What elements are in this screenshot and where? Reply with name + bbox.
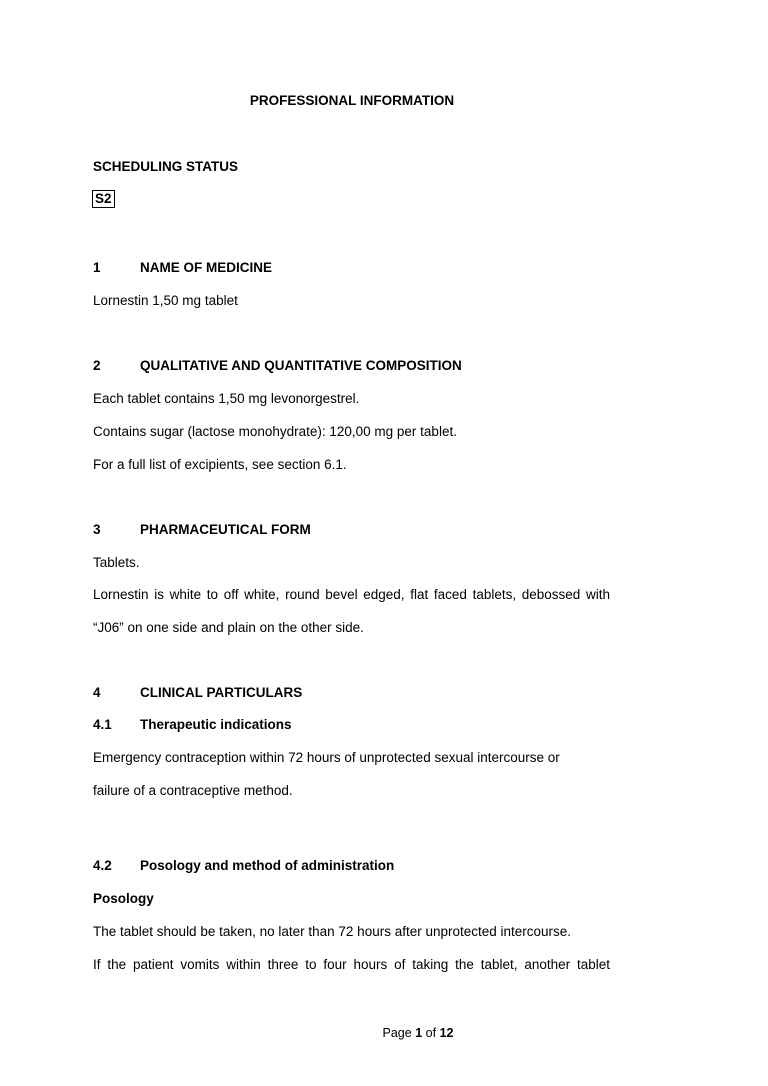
body-line: Each tablet contains 1,50 mg levonorgestrel.	[93, 391, 360, 406]
footer-prefix: Page	[382, 1026, 412, 1040]
body-line: “J06” on one side and plain on the other side.	[93, 620, 364, 635]
footer-page-number: 1	[415, 1026, 423, 1040]
section-heading: PHARMACEUTICAL FORM	[140, 522, 311, 537]
body-line: Lornestin 1,50 mg tablet	[93, 293, 238, 308]
section-heading: NAME OF MEDICINE	[140, 260, 273, 275]
body-line: Emergency contraception within 72 hours of unprotected sexual intercourse or	[93, 750, 560, 765]
body-line: Contains sugar (lactose monohydrate): 120,00 mg per tablet.	[93, 424, 457, 439]
body-line: Lornestin is white to off white, round bevel edged, flat faced tablets, debossed with	[93, 587, 610, 602]
body-line: Tablets.	[93, 555, 140, 570]
posology-subheading: Posology	[93, 891, 154, 906]
page-footer	[0, 1026, 768, 1040]
subsection-number: 4.2	[93, 858, 112, 873]
footer-page-total: 12	[439, 1026, 454, 1040]
subsection-heading: Posology and method of administration	[140, 858, 395, 873]
section-heading: QUALITATIVE AND QUANTITATIVE COMPOSITION	[140, 358, 462, 373]
body-line: For a full list of excipients, see section 6.1.	[93, 457, 347, 472]
section-number: 2	[93, 358, 101, 373]
scheduling-status-heading: SCHEDULING STATUS	[93, 159, 238, 174]
body-line: failure of a contraceptive method.	[93, 783, 293, 798]
section-number: 1	[93, 260, 101, 275]
document-title: PROFESSIONAL INFORMATION	[249, 93, 455, 108]
scheduling-status-badge: S2	[92, 190, 115, 208]
section-number: 4	[93, 685, 101, 700]
body-line: The tablet should be taken, no later than 72 hours after unprotected intercourse.	[93, 924, 572, 939]
section-heading: CLINICAL PARTICULARS	[140, 685, 303, 700]
body-line: If the patient vomits within three to four hours of taking the tablet, another tablet	[93, 957, 610, 972]
footer-of: of	[425, 1026, 437, 1040]
subsection-heading: Therapeutic indications	[140, 717, 292, 732]
section-number: 3	[93, 522, 101, 537]
subsection-number: 4.1	[93, 717, 112, 732]
